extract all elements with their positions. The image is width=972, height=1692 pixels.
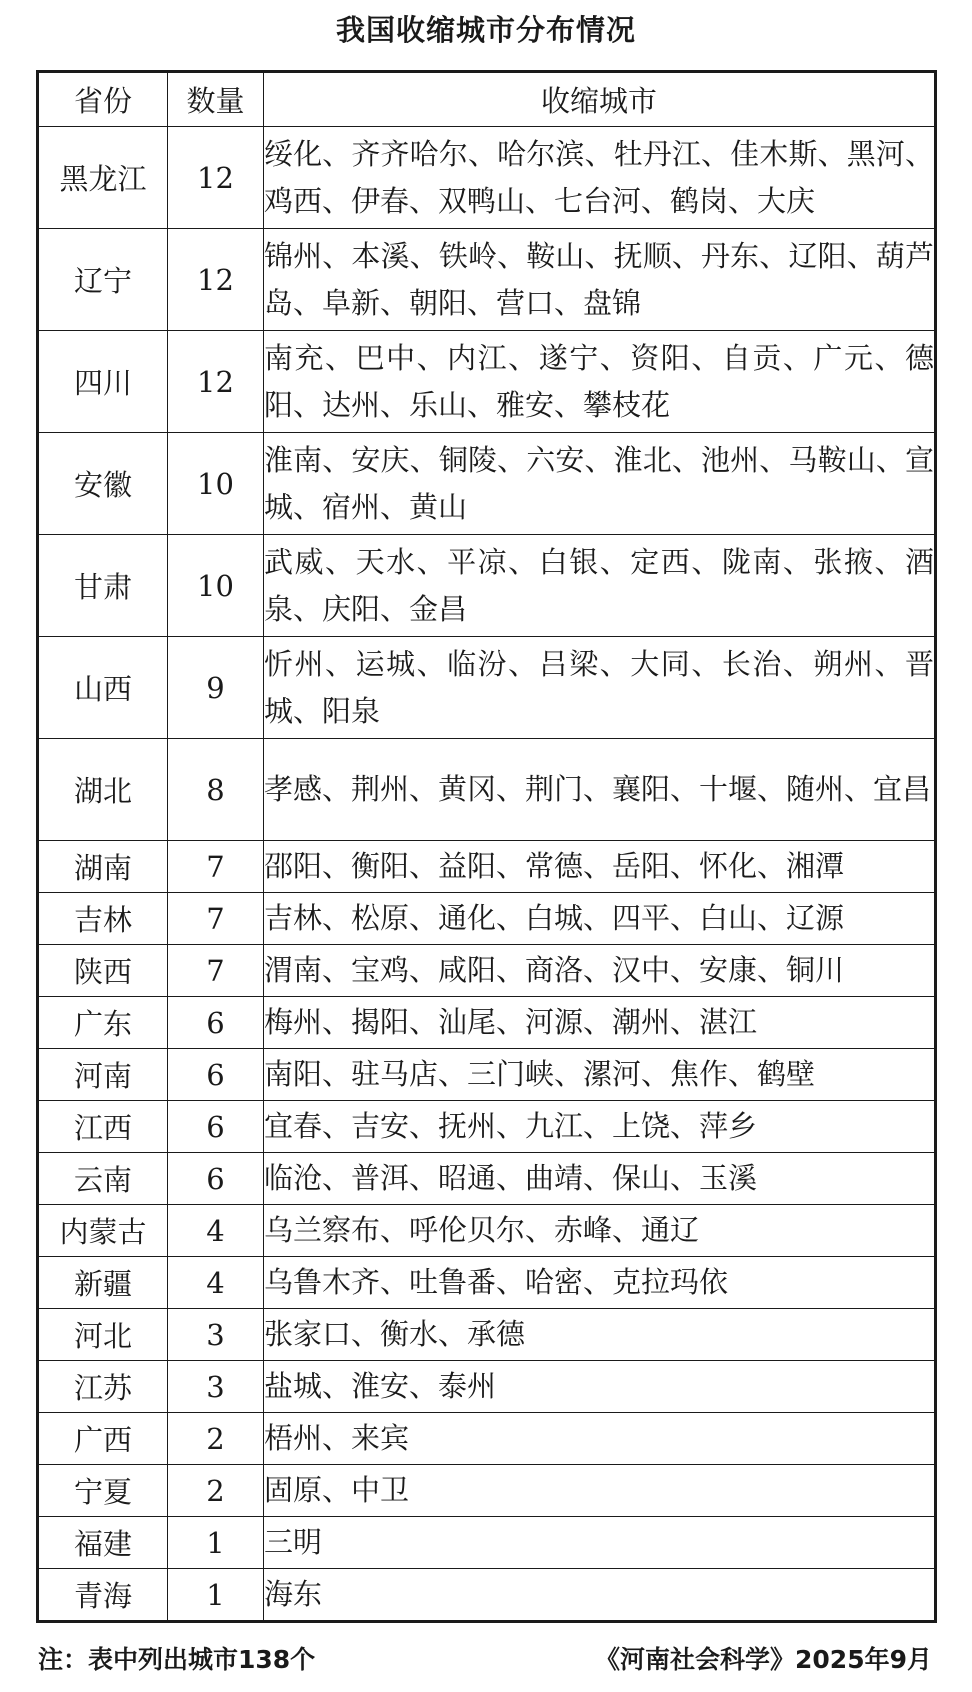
province-cell: 黑龙江 <box>38 127 168 229</box>
table-row <box>38 229 936 331</box>
table-title: 我国收缩城市分布情况 <box>335 13 636 47</box>
cities-cell: 盐城、淮安、泰州 <box>264 1361 936 1413</box>
province-cell: 江苏 <box>38 1361 168 1413</box>
province-cell: 江西 <box>38 1101 168 1153</box>
table-row <box>38 841 936 893</box>
cities-cell: 南充、巴中、内江、遂宁、资阳、自贡、广元、德阳、达州、乐山、雅安、攀枝花 <box>264 331 936 433</box>
count-cell: 7 <box>168 893 264 945</box>
header-province: 省份 <box>38 72 168 127</box>
table-row <box>38 997 936 1049</box>
province-cell: 安徽 <box>38 433 168 535</box>
province-cell: 新疆 <box>38 1257 168 1309</box>
province-cell: 吉林 <box>38 893 168 945</box>
province-cell: 辽宁 <box>38 229 168 331</box>
table-row <box>38 127 936 229</box>
cities-cell: 邵阳、衡阳、益阳、常德、岳阳、怀化、湘潭 <box>264 841 936 893</box>
table-row <box>38 1569 936 1622</box>
table-row <box>38 1309 936 1361</box>
count-cell: 1 <box>168 1569 264 1622</box>
province-cell: 河南 <box>38 1049 168 1101</box>
table-row <box>38 1257 936 1309</box>
cities-cell: 武威、天水、平凉、白银、定西、陇南、张掖、酒泉、庆阳、金昌 <box>264 535 936 637</box>
table-row <box>38 637 936 739</box>
cities-cell: 锦州、本溪、铁岭、鞍山、抚顺、丹东、辽阳、葫芦岛、阜新、朝阳、营口、盘锦 <box>264 229 936 331</box>
source-citation: 《河南社会科学》2025年9月 <box>595 1645 932 1674</box>
province-cell: 内蒙古 <box>38 1205 168 1257</box>
count-cell: 3 <box>168 1309 264 1361</box>
count-cell: 12 <box>168 127 264 229</box>
cities-cell: 梅州、揭阳、汕尾、河源、潮州、湛江 <box>264 997 936 1049</box>
count-cell: 7 <box>168 841 264 893</box>
cities-cell: 渭南、宝鸡、咸阳、商洛、汉中、安康、铜川 <box>264 945 936 997</box>
table-row <box>38 535 936 637</box>
province-cell: 宁夏 <box>38 1465 168 1517</box>
table-row <box>38 433 936 535</box>
count-cell: 1 <box>168 1517 264 1569</box>
table-row <box>38 945 936 997</box>
cities-cell: 海东 <box>264 1569 936 1622</box>
cities-cell: 乌兰察布、呼伦贝尔、赤峰、通辽 <box>264 1205 936 1257</box>
count-cell: 9 <box>168 637 264 739</box>
count-cell: 6 <box>168 1049 264 1101</box>
count-cell: 7 <box>168 945 264 997</box>
table-row <box>38 331 936 433</box>
cities-cell: 淮南、安庆、铜陵、六安、淮北、池州、马鞍山、宣城、宿州、黄山 <box>264 433 936 535</box>
count-cell: 10 <box>168 433 264 535</box>
table-row <box>38 1465 936 1517</box>
footnote: 注：表中列出城市138个 <box>38 1645 316 1674</box>
count-cell: 6 <box>168 1153 264 1205</box>
count-cell: 8 <box>168 739 264 841</box>
cities-cell: 张家口、衡水、承德 <box>264 1309 936 1361</box>
table-row <box>38 739 936 841</box>
table-row <box>38 1361 936 1413</box>
cities-cell: 绥化、齐齐哈尔、哈尔滨、牡丹江、佳木斯、黑河、鸡西、伊春、双鸭山、七台河、鹤岗、大庆 <box>264 127 936 229</box>
cities-cell: 临沧、普洱、昭通、曲靖、保山、玉溪 <box>264 1153 936 1205</box>
header-cities: 收缩城市 <box>264 72 936 127</box>
count-cell: 4 <box>168 1205 264 1257</box>
count-cell: 4 <box>168 1257 264 1309</box>
table-row <box>38 1153 936 1205</box>
table-row <box>38 1049 936 1101</box>
count-cell: 3 <box>168 1361 264 1413</box>
province-cell: 河北 <box>38 1309 168 1361</box>
province-cell: 湖北 <box>38 739 168 841</box>
cities-cell: 梧州、来宾 <box>264 1413 936 1465</box>
cities-cell: 固原、中卫 <box>264 1465 936 1517</box>
table-row <box>38 1413 936 1465</box>
count-cell: 2 <box>168 1465 264 1517</box>
table-row <box>38 893 936 945</box>
header-count: 数量 <box>168 72 264 127</box>
count-cell: 10 <box>168 535 264 637</box>
province-cell: 四川 <box>38 331 168 433</box>
count-cell: 12 <box>168 229 264 331</box>
cities-cell: 吉林、松原、通化、白城、四平、白山、辽源 <box>264 893 936 945</box>
cities-cell: 乌鲁木齐、吐鲁番、哈密、克拉玛依 <box>264 1257 936 1309</box>
cities-cell: 孝感、荆州、黄冈、荆门、襄阳、十堰、随州、宜昌 <box>264 739 936 841</box>
province-cell: 福建 <box>38 1517 168 1569</box>
cities-cell: 三明 <box>264 1517 936 1569</box>
cities-cell: 宜春、吉安、抚州、九江、上饶、萍乡 <box>264 1101 936 1153</box>
count-cell: 12 <box>168 331 264 433</box>
province-cell: 山西 <box>38 637 168 739</box>
count-cell: 6 <box>168 997 264 1049</box>
shrinking-cities-table <box>36 70 937 1623</box>
province-cell: 广东 <box>38 997 168 1049</box>
table-row <box>38 1517 936 1569</box>
province-cell: 云南 <box>38 1153 168 1205</box>
count-cell: 2 <box>168 1413 264 1465</box>
cities-cell: 忻州、运城、临汾、吕梁、大同、长治、朔州、晋城、阳泉 <box>264 637 936 739</box>
count-cell: 6 <box>168 1101 264 1153</box>
province-cell: 甘肃 <box>38 535 168 637</box>
cities-cell: 南阳、驻马店、三门峡、漯河、焦作、鹤壁 <box>264 1049 936 1101</box>
table-header-row <box>38 72 936 127</box>
province-cell: 陕西 <box>38 945 168 997</box>
table-row <box>38 1205 936 1257</box>
province-cell: 青海 <box>38 1569 168 1622</box>
province-cell: 湖南 <box>38 841 168 893</box>
province-cell: 广西 <box>38 1413 168 1465</box>
table-row <box>38 1101 936 1153</box>
